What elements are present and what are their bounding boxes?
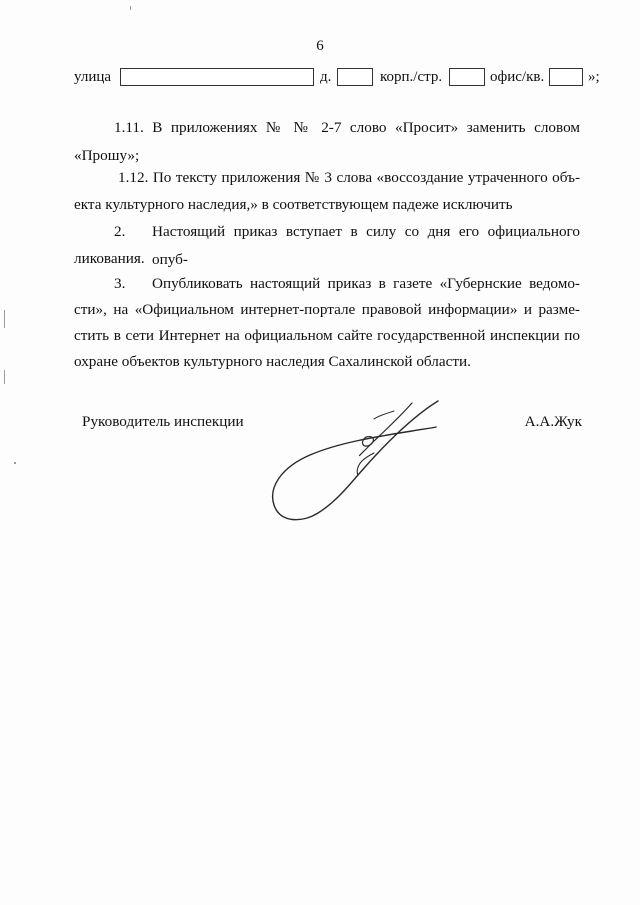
paragraph-line: сти», на «Официальном интернет-портале правовой информации» и разме- [74, 301, 580, 318]
paragraph-line: «Прошу»; [74, 147, 140, 164]
address-closing: »; [588, 69, 600, 85]
scan-artifact [4, 310, 5, 328]
building-label: корп./стр. [380, 69, 443, 85]
signatory-title: Руководитель инспекции [82, 413, 244, 430]
paragraph-line: Настоящий приказ вступает в силу со дня его официального опуб- [152, 223, 580, 268]
building-field[interactable] [449, 68, 485, 86]
office-field[interactable] [549, 68, 583, 86]
house-field[interactable] [337, 68, 373, 86]
signatory-name: А.А.Жук [524, 413, 582, 430]
paragraph-line: Опубликовать настоящий приказ в газете «Губернские ведомо- [152, 275, 580, 292]
paragraph-line: 1.11. В приложениях № № 2-7 слово «Просит» заменить словом [114, 119, 580, 136]
scan-artifact [130, 6, 131, 10]
handwritten-signature-icon [262, 395, 452, 525]
paragraph-line: 1.12. По тексту приложения № 3 слова «воссоздание утраченного объ- [118, 169, 580, 186]
page-number: 6 [316, 38, 324, 54]
paragraph-3 [74, 270, 580, 380]
scan-artifact [4, 370, 5, 384]
address-fields-row [74, 66, 608, 90]
house-label: д. [320, 69, 332, 85]
paragraph-line: охране объектов культурного наследия Сахалинской области. [74, 353, 471, 370]
paragraph-2 [74, 218, 580, 278]
paragraph-number: 3. [114, 275, 126, 292]
paragraph-line: ликования. [74, 250, 145, 267]
scan-artifact [14, 462, 16, 464]
street-field[interactable] [120, 68, 314, 86]
office-label: офис/кв. [490, 69, 545, 85]
paragraph-line: стить в сети Интернет на официальном сайте государственной инспекции по [74, 327, 580, 344]
paragraph-1-12 [74, 164, 580, 224]
street-label: улица [74, 69, 112, 85]
paragraph-line: екта культурного наследия,» в соответствующем падеже исключить [74, 196, 513, 213]
paragraph-number: 2. [114, 223, 126, 240]
